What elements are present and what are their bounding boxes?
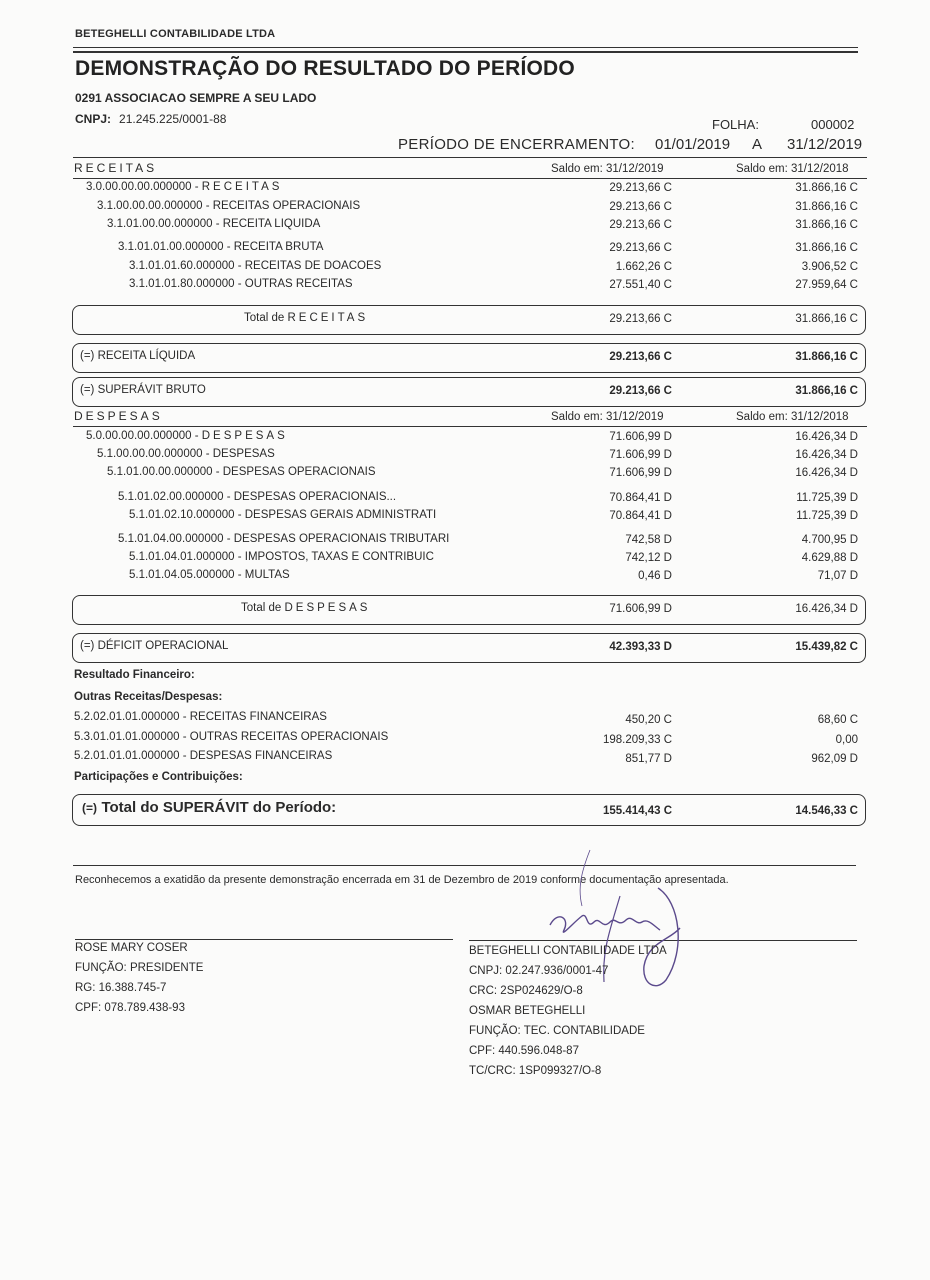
account-code: 5.1.01.04.00.000000 - [118, 533, 234, 545]
table-row-label [107, 218, 320, 230]
account-name: RECEITA BRUTA [233, 241, 324, 253]
table-row-label [97, 200, 360, 212]
account-name: RECEITAS OPERACIONAIS [212, 200, 361, 212]
table-cell-2018: 71,07 D [817, 570, 858, 582]
total-periodo-text: Total do SUPERÁVIT do Período: [101, 799, 337, 816]
table-cell-2018: 16.426,34 D [795, 431, 858, 443]
table-row-label [74, 711, 327, 723]
table-row-label [107, 466, 376, 478]
total-periodo-2018: 14.546,33 C [795, 805, 858, 817]
table-cell-2018: 0,00 [835, 734, 858, 746]
account-name: DESPESAS OPERACIONAIS TRIBUTARI [233, 533, 450, 545]
account-name: RECEITAS FINANCEIRAS [189, 711, 327, 723]
table-row-label [129, 509, 436, 521]
despesas-header-rule [73, 426, 867, 427]
total-receitas-2018: 31.866,16 C [795, 313, 858, 325]
account-code: 3.1.01.00.00.000000 - [107, 218, 223, 230]
periodo-to: 31/12/2019 [787, 136, 863, 153]
despesas-saldo-2018-header: Saldo em: 31/12/2018 [736, 411, 849, 423]
total-name: RECEITAS [287, 312, 369, 324]
signatory-left-name: ROSE MARY COSER [75, 942, 188, 954]
account-name: DESPESAS FINANCEIRAS [189, 750, 333, 762]
cnpj-label: CNPJ: [75, 112, 112, 126]
account-code: 5.1.01.04.05.000000 - [129, 569, 245, 581]
superavit-bruto-2019: 29.213,66 C [609, 385, 672, 397]
table-cell-2018: 4.700,95 D [801, 534, 858, 546]
account-name: DESPESAS GERAIS ADMINISTRATI [244, 509, 437, 521]
total-periodo-2019: 155.414,43 C [602, 805, 672, 817]
account-code: 3.1.01.01.80.000000 - [129, 278, 245, 290]
total-name: DESPESAS [284, 602, 371, 614]
table-cell-2019: 450,20 C [625, 714, 672, 726]
table-cell-2019: 27.551,40 C [609, 279, 672, 291]
table-cell-2019: 0,46 D [638, 570, 672, 582]
periodo-separator: A [752, 136, 763, 153]
superavit-bruto-2018: 31.866,16 C [795, 385, 858, 397]
table-cell-2018: 31.866,16 C [795, 182, 858, 194]
table-row-label [118, 533, 449, 545]
table-row-label [97, 448, 275, 460]
deficit-operacional-label: (=) DÉFICIT OPERACIONAL [80, 640, 229, 652]
statement-text: Reconhecemos a exatidão da presente demonstração encerrada em 31 de Dezembro de 2019 conforme documentação apresentada. [75, 874, 729, 886]
account-code: 3.1.01.01.60.000000 - [129, 260, 245, 272]
table-cell-2018: 31.866,16 C [795, 242, 858, 254]
receita-liquida-2018: 31.866,16 C [795, 351, 858, 363]
deficit-operacional-2018: 15.439,82 C [795, 641, 858, 653]
outras-receitas-despesas-label: Outras Receitas/Despesas: [74, 691, 223, 703]
receitas-heading: RECEITAS [74, 161, 158, 175]
table-cell-2018: 31.866,16 C [795, 201, 858, 213]
account-name: RECEITAS [201, 181, 283, 193]
account-code: 3.0.00.00.00.000000 - [86, 181, 202, 193]
periodo-label: PERÍODO DE ENCERRAMENTO: [398, 136, 635, 153]
table-cell-2019: 742,58 D [625, 534, 672, 546]
table-cell-2018: 3.906,52 C [801, 261, 858, 273]
entity-cnpj [75, 112, 226, 126]
table-cell-2019: 71.606,99 D [609, 449, 672, 461]
receita-liquida-2019: 29.213,66 C [609, 351, 672, 363]
signatory-left-cpf: CPF: 078.789.438-93 [75, 1002, 185, 1014]
signatory-right-funcao: FUNÇÃO: TEC. CONTABILIDADE [469, 1025, 645, 1037]
resultado-financeiro-label: Resultado Financeiro: [74, 669, 195, 681]
account-name: IMPOSTOS, TAXAS E CONTRIBUIC [244, 551, 434, 563]
despesas-saldo-2019-header: Saldo em: 31/12/2019 [551, 411, 664, 423]
signatory-right-name: OSMAR BETEGHELLI [469, 1005, 586, 1017]
account-name: DESPESAS OPERACIONAIS... [233, 491, 397, 503]
account-code: 5.2.01.01.01.000000 - [74, 750, 190, 762]
periodo-rule [73, 157, 867, 158]
table-row-label [118, 491, 396, 503]
total-despesas-label [241, 602, 370, 614]
account-name: DESPESAS [212, 448, 275, 460]
receitas-header-rule [73, 178, 867, 179]
account-code: 5.2.02.01.01.000000 - [74, 711, 190, 723]
table-cell-2018: 68,60 C [817, 714, 858, 726]
superavit-bruto-label: (=) SUPERÁVIT BRUTO [80, 384, 206, 396]
header-rule-bottom [73, 51, 858, 53]
receita-liquida-label: (=) RECEITA LÍQUIDA [80, 350, 196, 362]
account-code: 5.1.01.02.00.000000 - [118, 491, 234, 503]
table-cell-2018: 11.725,39 D [796, 492, 858, 504]
total-receitas-label [244, 312, 368, 324]
account-name: OUTRAS RECEITAS OPERACIONAIS [189, 731, 389, 743]
total-prefix: Total de [241, 602, 282, 614]
table-cell-2019: 70.864,41 D [609, 510, 672, 522]
table-cell-2019: 851,77 D [625, 753, 672, 765]
table-row-label [129, 278, 353, 290]
table-cell-2019: 29.213,66 C [609, 201, 672, 213]
table-cell-2019: 198.209,33 C [602, 734, 672, 746]
account-name: MULTAS [244, 569, 290, 581]
account-code: 3.1.00.00.00.000000 - [97, 200, 213, 212]
receitas-saldo-2018-header: Saldo em: 31/12/2018 [736, 163, 849, 175]
account-name: OUTRAS RECEITAS [244, 278, 353, 290]
table-row-label [129, 569, 290, 581]
signatory-left-rg: RG: 16.388.745-7 [75, 982, 167, 994]
receitas-saldo-2019-header: Saldo em: 31/12/2019 [551, 163, 664, 175]
signatory-right-cpf: CPF: 440.596.048-87 [469, 1045, 579, 1057]
signatory-left-funcao: FUNÇÃO: PRESIDENTE [75, 962, 204, 974]
page-title: DEMONSTRAÇÃO DO RESULTADO DO PERÍODO [75, 57, 575, 80]
account-name: DESPESAS [201, 430, 288, 442]
account-name: RECEITAS DE DOACOES [244, 260, 382, 272]
table-cell-2019: 742,12 D [625, 552, 672, 564]
account-code: 5.1.01.04.01.000000 - [129, 551, 245, 563]
company-name: BETEGHELLI CONTABILIDADE LTDA [75, 28, 276, 40]
table-cell-2018: 4.629,88 D [801, 552, 858, 564]
table-cell-2019: 71.606,99 D [609, 431, 672, 443]
signatory-right-company: BETEGHELLI CONTABILIDADE LTDA [469, 945, 667, 957]
folha-label: FOLHA: [712, 117, 759, 132]
total-despesas-box [72, 595, 866, 625]
account-name: DESPESAS OPERACIONAIS [222, 466, 376, 478]
statement-rule [73, 865, 856, 866]
total-periodo-prefix: (=) [82, 801, 97, 815]
table-row-label [86, 430, 288, 442]
table-row-label [118, 241, 323, 253]
signatory-right-crc: CRC: 2SP024629/O-8 [469, 985, 583, 997]
account-code: 5.1.00.00.00.000000 - [97, 448, 213, 460]
entity-name: 0291 ASSOCIACAO SEMPRE A SEU LADO [75, 91, 317, 105]
table-row-label [129, 260, 381, 272]
total-despesas-2018: 16.426,34 D [795, 603, 858, 615]
total-receitas-box [72, 305, 866, 335]
table-cell-2019: 71.606,99 D [609, 467, 672, 479]
folha-value: 000002 [811, 117, 855, 132]
total-receitas-2019: 29.213,66 C [609, 313, 672, 325]
account-code: 5.1.01.02.10.000000 - [129, 509, 245, 521]
table-cell-2018: 16.426,34 D [795, 449, 858, 461]
account-name: RECEITA LIQUIDA [222, 218, 321, 230]
total-prefix: Total de [244, 312, 285, 324]
periodo-from: 01/01/2019 [655, 136, 731, 153]
signatory-right-tccrc: TC/CRC: 1SP099327/O-8 [469, 1065, 602, 1077]
signature-line-left [75, 939, 453, 940]
table-row-label [86, 181, 282, 193]
participacoes-label: Participações e Contribuições: [74, 771, 243, 783]
table-cell-2018: 27.959,64 C [795, 279, 858, 291]
table-cell-2019: 70.864,41 D [609, 492, 672, 504]
table-row-label [74, 750, 332, 762]
table-row-label [74, 731, 388, 743]
table-cell-2019: 29.213,66 C [609, 242, 672, 254]
deficit-operacional-2019: 42.393,33 D [609, 641, 672, 653]
table-row-label [129, 551, 434, 563]
account-code: 5.3.01.01.01.000000 - [74, 731, 190, 743]
table-cell-2018: 962,09 D [811, 753, 858, 765]
despesas-heading: DESPESAS [74, 409, 163, 423]
account-code: 3.1.01.01.00.000000 - [118, 241, 234, 253]
account-code: 5.1.01.00.00.000000 - [107, 466, 223, 478]
table-cell-2019: 29.213,66 C [609, 219, 672, 231]
table-cell-2019: 29.213,66 C [609, 182, 672, 194]
total-periodo-label [82, 799, 336, 817]
account-code: 5.0.00.00.00.000000 - [86, 430, 202, 442]
table-cell-2018: 16.426,34 D [795, 467, 858, 479]
cnpj-value: 21.245.225/0001-88 [119, 112, 227, 126]
table-cell-2019: 1.662,26 C [615, 261, 672, 273]
table-cell-2018: 11.725,39 D [796, 510, 858, 522]
total-despesas-2019: 71.606,99 D [609, 603, 672, 615]
signatory-right-cnpj: CNPJ: 02.247.936/0001-47 [469, 965, 609, 977]
header-rule-top [73, 47, 858, 48]
table-cell-2018: 31.866,16 C [795, 219, 858, 231]
